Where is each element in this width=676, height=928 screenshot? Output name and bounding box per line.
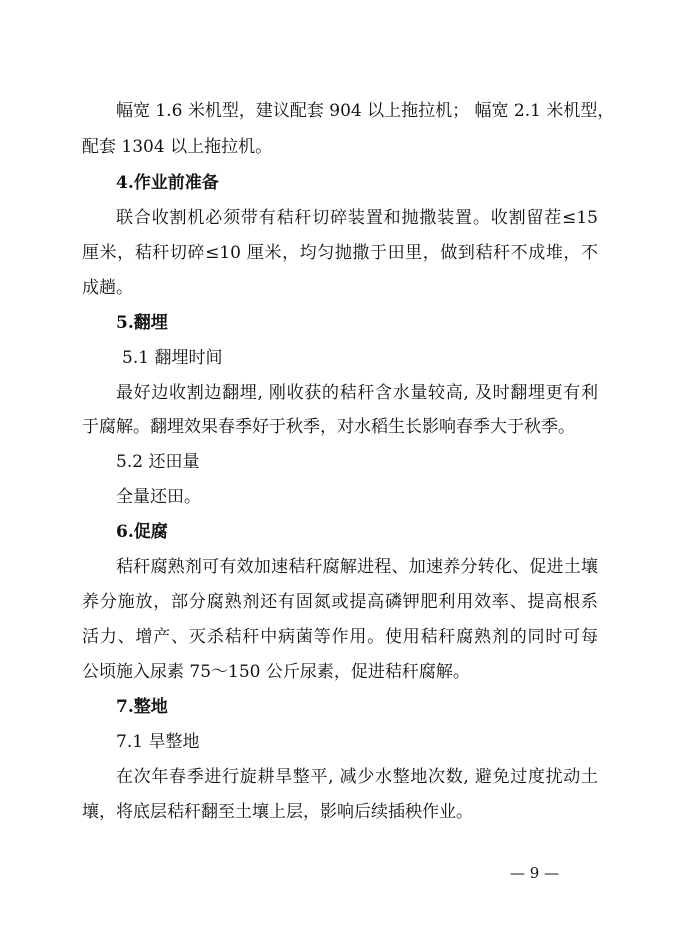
body-line: 联合收割机必须带有秸秆切碎装置和抛撒装置。收割留茬≤15 — [116, 208, 598, 228]
body-line: 成趟。 — [82, 278, 133, 298]
body-line: 幅宽 1.6 米机型，建议配套 904 以上拖拉机； 幅宽 2.1 米机型， — [116, 101, 615, 121]
section-heading: 4.作业前准备 — [116, 173, 219, 193]
body-line: 全量还田。 — [116, 487, 201, 507]
body-line: 厘米，秸秆切碎≤10 厘米，均匀抛撒于田里，做到秸秆不成堆，不 — [82, 243, 598, 263]
body-line: 最好边收割边翻埋, 刚收获的秸秆含水量较高, 及时翻埋更有利 — [116, 383, 598, 403]
page-number: — 9 — — [510, 864, 560, 882]
body-line: 养分施放，部分腐熟剂还有固氮或提高磷钾肥利用效率、提高根系 — [82, 592, 598, 612]
body-line: 公顷施入尿素 75～150 公斤尿素，促进秸秆腐解。 — [82, 662, 470, 682]
body-line: 活力、增产、灭杀秸秆中病菌等作用。使用秸秆腐熟剂的同时可每 — [82, 627, 598, 647]
body-line: 于腐解。翻埋效果春季好于秋季，对水稻生长影响春季大于秋季。 — [82, 417, 575, 437]
body-line: 壤，将底层秸秆翻至土壤上层，影响后续插秧作业。 — [82, 802, 473, 822]
section-heading: 6.促腐 — [116, 522, 168, 542]
subsection-heading: 5.2 还田量 — [116, 452, 200, 472]
body-line: 配套 1304 以上拖拉机。 — [82, 137, 273, 157]
body-line: 在次年春季进行旋耕旱整平, 减少水整地次数, 避免过度扰动土 — [116, 767, 598, 787]
subsection-heading: 7.1 旱整地 — [116, 732, 200, 752]
section-heading: 5.翻埋 — [116, 313, 168, 333]
subsection-heading: 5.1 翻埋时间 — [122, 348, 223, 368]
section-heading: 7.整地 — [116, 697, 168, 717]
body-line: 秸秆腐熟剂可有效加速秸秆腐解进程、加速养分转化、促进土壤 — [116, 557, 598, 577]
